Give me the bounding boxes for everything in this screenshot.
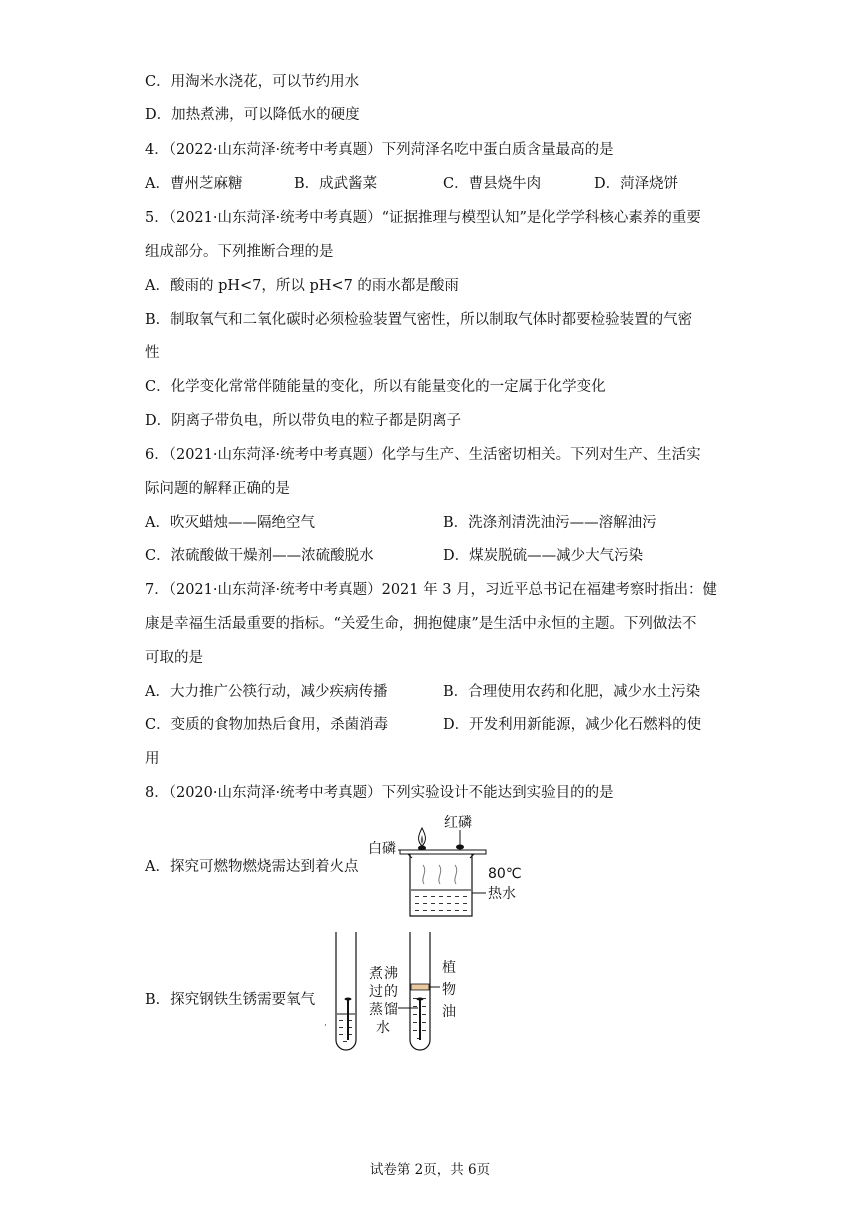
vegetable-oil-layer bbox=[411, 984, 429, 990]
q4-option-d: D．菏泽烧饼 bbox=[594, 176, 679, 192]
red-phosphorus-blob bbox=[456, 845, 464, 850]
test-tube-left bbox=[336, 932, 356, 1050]
q7-option-d-line2: 用 bbox=[145, 751, 160, 767]
q4-stem: 4．（2022·山东菏泽·统考中考真题）下列菏泽名吃中蛋白质含量最高的是 bbox=[145, 142, 614, 158]
label-char: 油 bbox=[442, 1004, 456, 1020]
iron-nail-right bbox=[419, 1000, 421, 1040]
q6-stem-line2: 际问题的解释正确的是 bbox=[145, 481, 290, 497]
q4-option-a: A．曹州芝麻糖 bbox=[145, 176, 243, 192]
q5-option-b-line1: B．制取氧气和二氧化碳时必须检验装置气密性，所以制取气体时都要检验装置的气密 bbox=[145, 312, 693, 328]
q7-option-d-line1: D．开发利用新能源，减少化石燃料的使 bbox=[443, 717, 702, 733]
q6-option-d: D．煤炭脱硫——减少大气污染 bbox=[443, 548, 644, 564]
q5-option-c: C．化学变化常常伴随能量的变化，所以有能量变化的一定属于化学变化 bbox=[145, 379, 606, 395]
q4-option-c: C．曹县烧牛肉 bbox=[443, 176, 542, 192]
beaker bbox=[410, 854, 472, 916]
combustion-experiment-figure bbox=[360, 808, 530, 920]
label-char: 蒸 bbox=[369, 1002, 383, 1018]
q6-stem-line1: 6．（2021·山东菏泽·统考中考真题）化学与生产、生活密切相关。下列对生产、生活实 bbox=[145, 447, 701, 463]
copper-plate bbox=[400, 850, 486, 854]
nail-head-left bbox=[345, 998, 352, 1001]
q3-option-c: C．用淘米水浇花，可以节约用水 bbox=[145, 74, 360, 90]
beaker-lip bbox=[408, 854, 474, 858]
q8-option-a: A．探究可燃物燃烧需达到着火点 bbox=[145, 859, 359, 875]
label-char: 物 bbox=[442, 982, 456, 998]
stray-mark: · bbox=[324, 1021, 327, 1031]
q6-option-a: A．吹灭蜡烛——隔绝空气 bbox=[145, 515, 315, 531]
water-body-left bbox=[339, 1020, 352, 1042]
q7-stem-line1: 7．（2021·山东菏泽·统考中考真题）2021 年 3 月，习近平总书记在福建考察时指出：健 bbox=[145, 582, 718, 598]
boiled-water-label bbox=[369, 965, 398, 1036]
label-char: 馏 bbox=[384, 1002, 398, 1018]
steam-line bbox=[439, 865, 441, 884]
q6-option-b: B．洗涤剂清洗油污——溶解油污 bbox=[443, 515, 657, 531]
q8-stem: 8．（2020·山东菏泽·统考中考真题）下列实验设计不能达到实验目的的是 bbox=[145, 785, 614, 801]
steam-line bbox=[423, 865, 425, 884]
q6-option-c: C．浓硫酸做干燥剂——浓硫酸脱水 bbox=[145, 548, 374, 564]
vegetable-oil-label bbox=[442, 959, 456, 1020]
q3-option-d: D．加热煮沸，可以降低水的硬度 bbox=[145, 107, 360, 123]
hot-water-label: 热水 bbox=[488, 886, 516, 902]
temperature-label: 80℃ bbox=[488, 866, 522, 882]
q5-stem-line2: 组成部分。下列推断合理的是 bbox=[145, 244, 334, 260]
q8-option-b: B．探究钢铁生锈需要氧气 bbox=[145, 992, 316, 1008]
q5-option-a: A．酸雨的 pH<7，所以 pH<7 的雨水都是酸雨 bbox=[145, 278, 459, 294]
page-footer: 试卷第 2页，共 6页 bbox=[369, 1162, 491, 1178]
red-phosphorus-label: 红磷 bbox=[444, 815, 472, 831]
q7-option-c: C．变质的食物加热后食用，杀菌消毒 bbox=[145, 717, 389, 733]
q5-option-b-line2: 性 bbox=[145, 345, 160, 361]
water-body bbox=[415, 896, 467, 911]
steam-line bbox=[455, 865, 457, 884]
label-char: 的 bbox=[384, 984, 398, 1000]
label-char: 植 bbox=[442, 960, 456, 976]
q5-option-d: D．阴离子带负电，所以带负电的粒子都是阴离子 bbox=[145, 413, 462, 429]
q7-stem-line2: 康是幸福生活最重要的指标。“关爱生命，拥抱健康”是生活中永恒的主题。下列做法不 bbox=[145, 616, 697, 632]
q7-option-b: B．合理使用农药和化肥，减少水土污染 bbox=[443, 684, 701, 700]
nail-head-right bbox=[417, 998, 424, 1001]
label-char: 煮 bbox=[369, 966, 383, 982]
q4-option-b: B．成武酱菜 bbox=[294, 176, 378, 192]
rusting-experiment-figure bbox=[322, 928, 472, 1058]
q5-stem-line1: 5．（2021·山东菏泽·统考中考真题）“证据推理与模型认知”是化学学科核心素养的重要 bbox=[145, 210, 701, 226]
iron-nail-left bbox=[347, 1000, 349, 1040]
label-char: 沸 bbox=[384, 966, 398, 982]
q7-stem-line3: 可取的是 bbox=[145, 650, 203, 666]
q7-option-a: A．大力推广公筷行动，减少疾病传播 bbox=[145, 684, 388, 700]
label-char: 水 bbox=[376, 1020, 390, 1036]
label-char: 过 bbox=[369, 984, 383, 1000]
white-phosphorus-label: 白磷 bbox=[368, 841, 396, 857]
